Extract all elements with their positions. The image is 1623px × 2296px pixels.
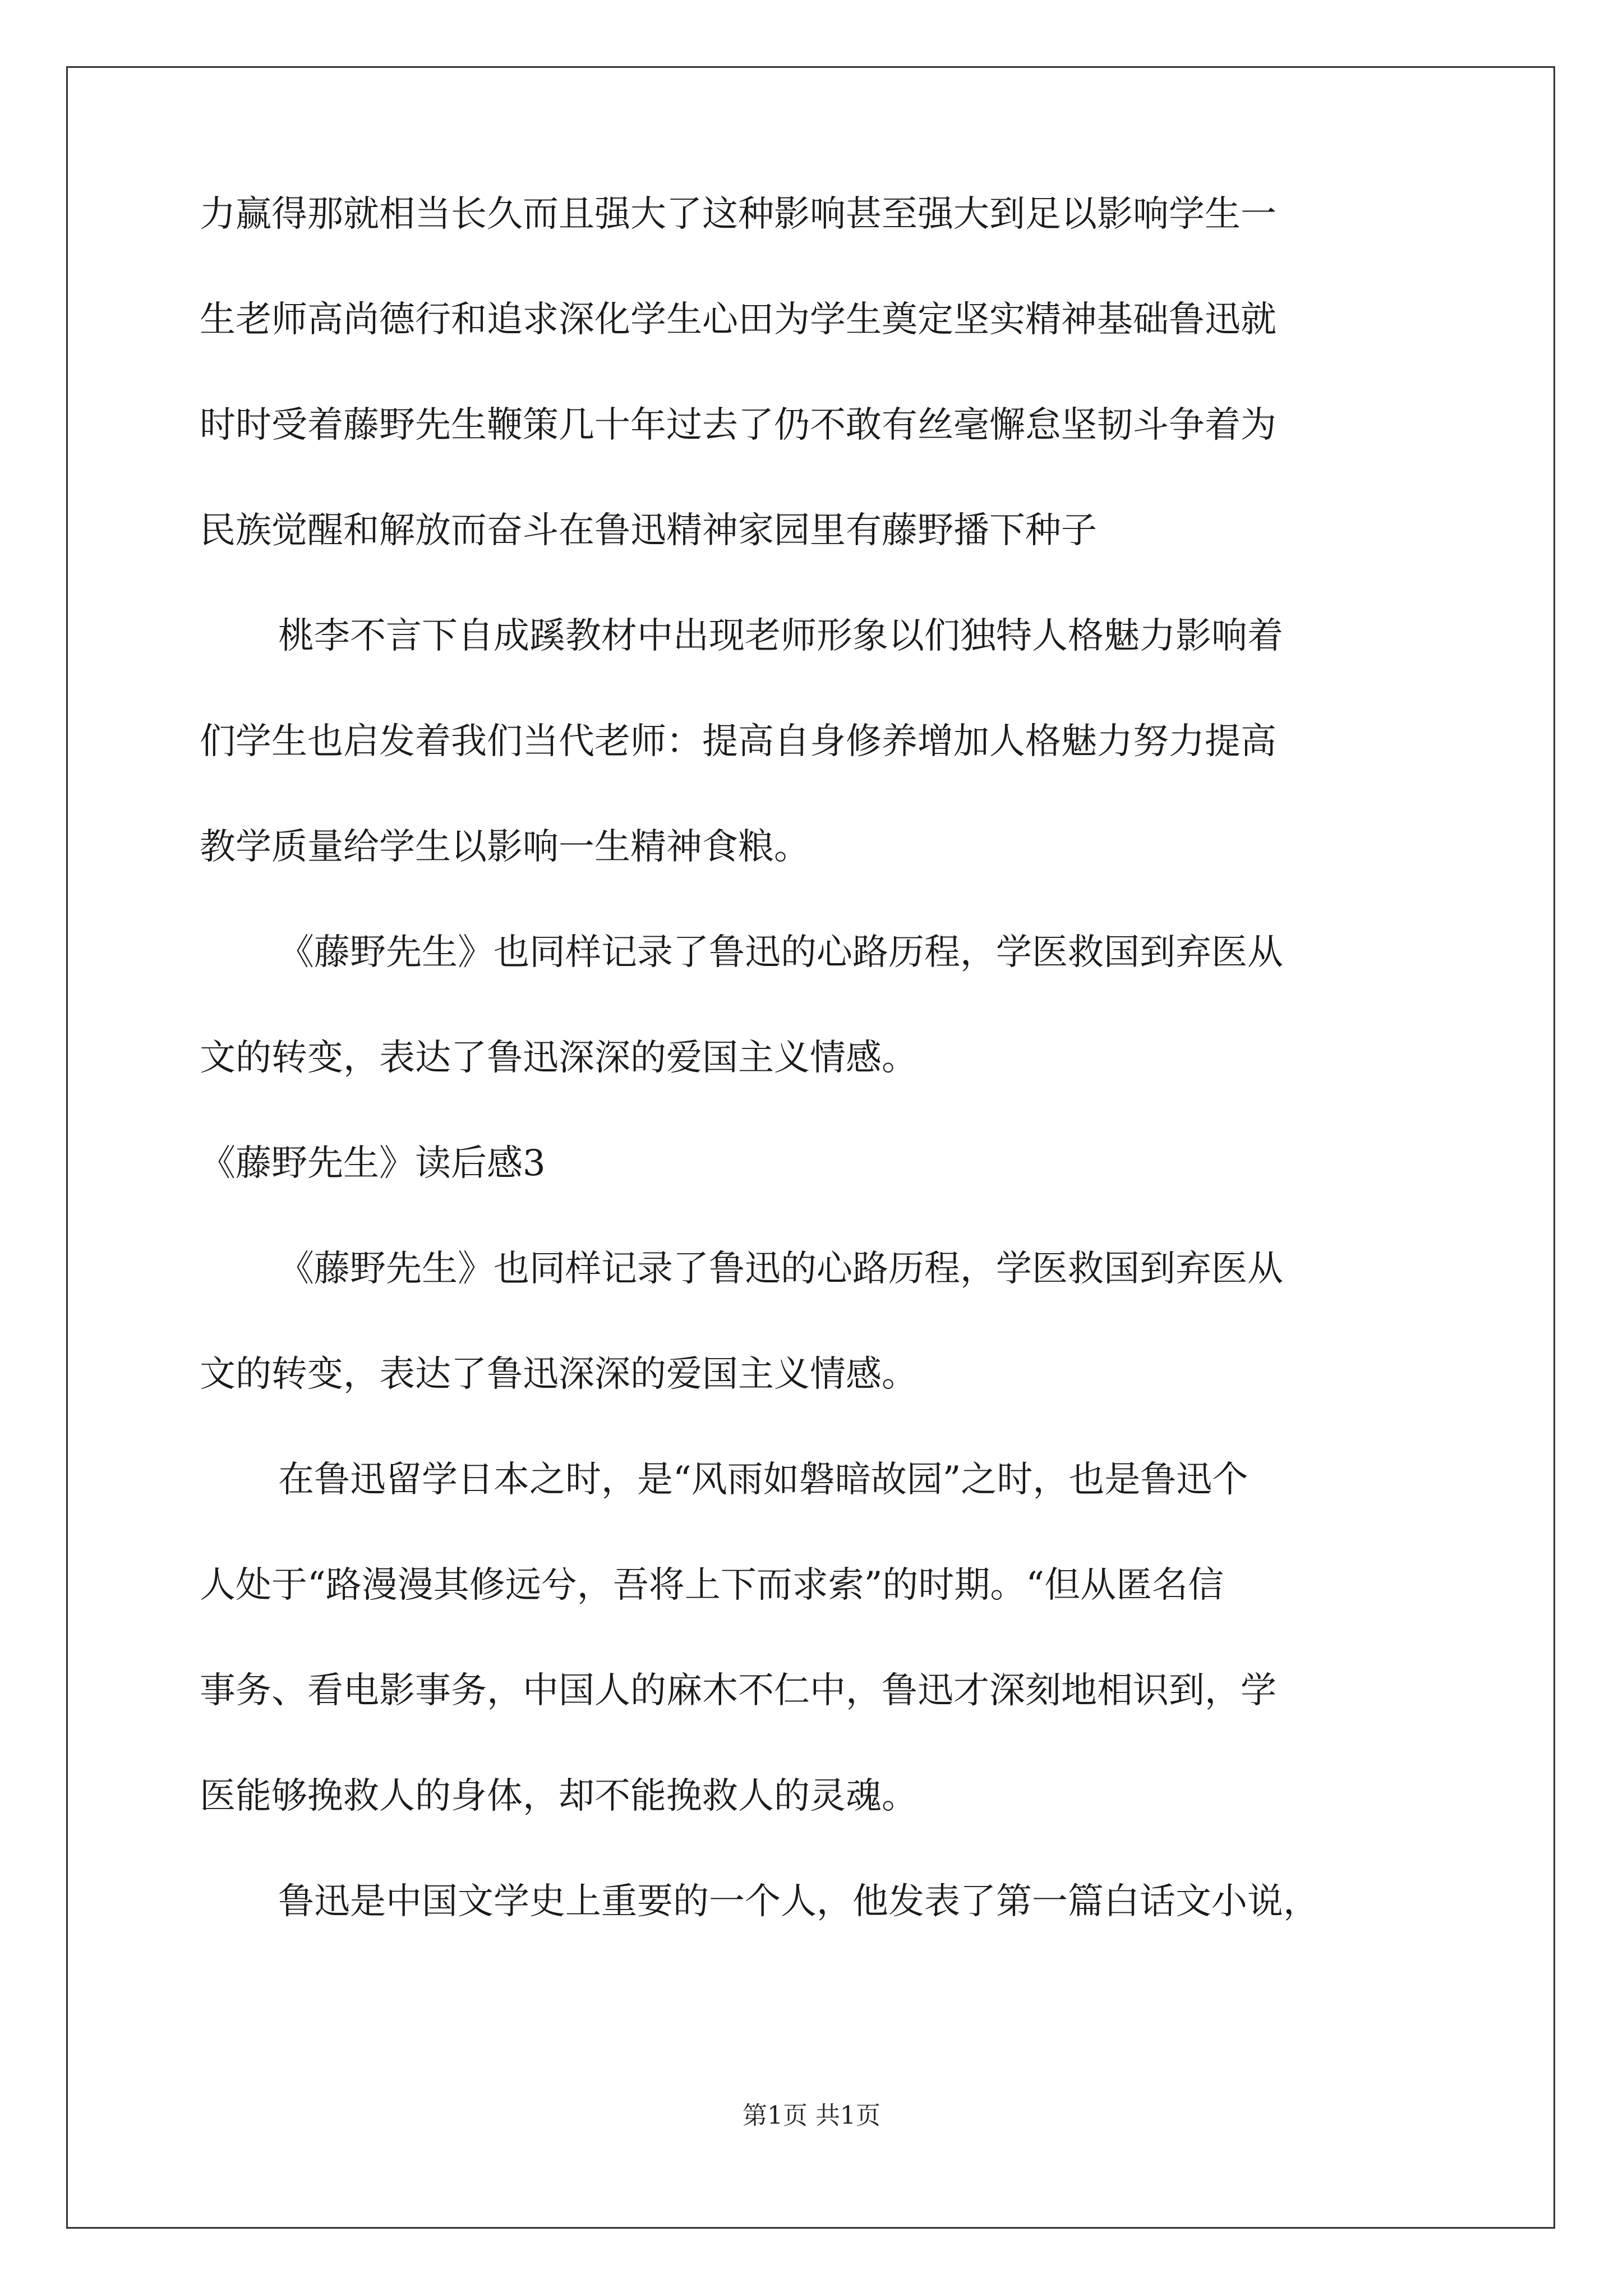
- document-body: [200, 196, 1422, 1989]
- paragraph-2: [200, 615, 1422, 868]
- paragraph-5: [200, 1459, 1422, 1817]
- text-line: 文的转变，表达了鲁迅深深的爱国主义情感。: [200, 1037, 917, 1079]
- text-line: 力赢得那就相当长久而且强大了这种影响甚至强大到足以影响学生一: [200, 194, 1276, 235]
- text-line: 《藤野先生》也同样记录了鲁迅的心路历程，学医救国到弃医从: [278, 1248, 1283, 1290]
- text-line: 民族觉醒和解放而奋斗在鲁迅精神家园里有藤野播下种子: [200, 510, 1097, 551]
- text-line: 桃李不言下自成蹊教材中出现老师形象以们独特人格魅力影响着: [278, 615, 1283, 657]
- text-line: 们学生也启发着我们当代老师：提高自身修养增加人格魅力努力提高: [200, 721, 1276, 762]
- text-line: 文的转变，表达了鲁迅深深的爱国主义情感。: [200, 1354, 917, 1395]
- paragraph-1: [200, 196, 1422, 549]
- text-line: 鲁迅是中国文学史上重要的一个人，他发表了第一篇白话文小说，: [278, 1881, 1319, 1922]
- page-number-footer: 第1页 共1页: [743, 2101, 880, 2130]
- paragraph-4: [200, 1248, 1422, 1395]
- text-line: 《藤野先生》也同样记录了鲁迅的心路历程，学医救国到弃医从: [278, 932, 1283, 973]
- paragraph-3: [200, 932, 1422, 1079]
- text-line: 教学质量给学生以影响一生精神食粮。: [200, 826, 810, 868]
- text-line: 医能够挽救人的身体，却不能挽救人的灵魂。: [200, 1775, 917, 1817]
- text-line: 人处于“路漫漫其修远兮，吾将上下而求索”的时期。“但从匿名信: [200, 1565, 1224, 1606]
- text-line: 在鲁迅留学日本之时，是“风雨如磐暗故园”之时，也是鲁迅个: [278, 1459, 1248, 1501]
- paragraph-6: [200, 1881, 1422, 1922]
- text-line: 事务、看电影事务，中国人的麻木不仁中，鲁迅才深刻地相识到，学: [200, 1670, 1276, 1711]
- text-line: 时时受着藤野先生鞭策几十年过去了仍不敢有丝毫懈怠坚韧斗争着为: [200, 404, 1276, 446]
- text-line: 生老师高尚德行和追求深化学生心田为学生奠定坚实精神基础鲁迅就: [200, 299, 1276, 341]
- section-heading: 《藤野先生》读后感3: [200, 1143, 546, 1184]
